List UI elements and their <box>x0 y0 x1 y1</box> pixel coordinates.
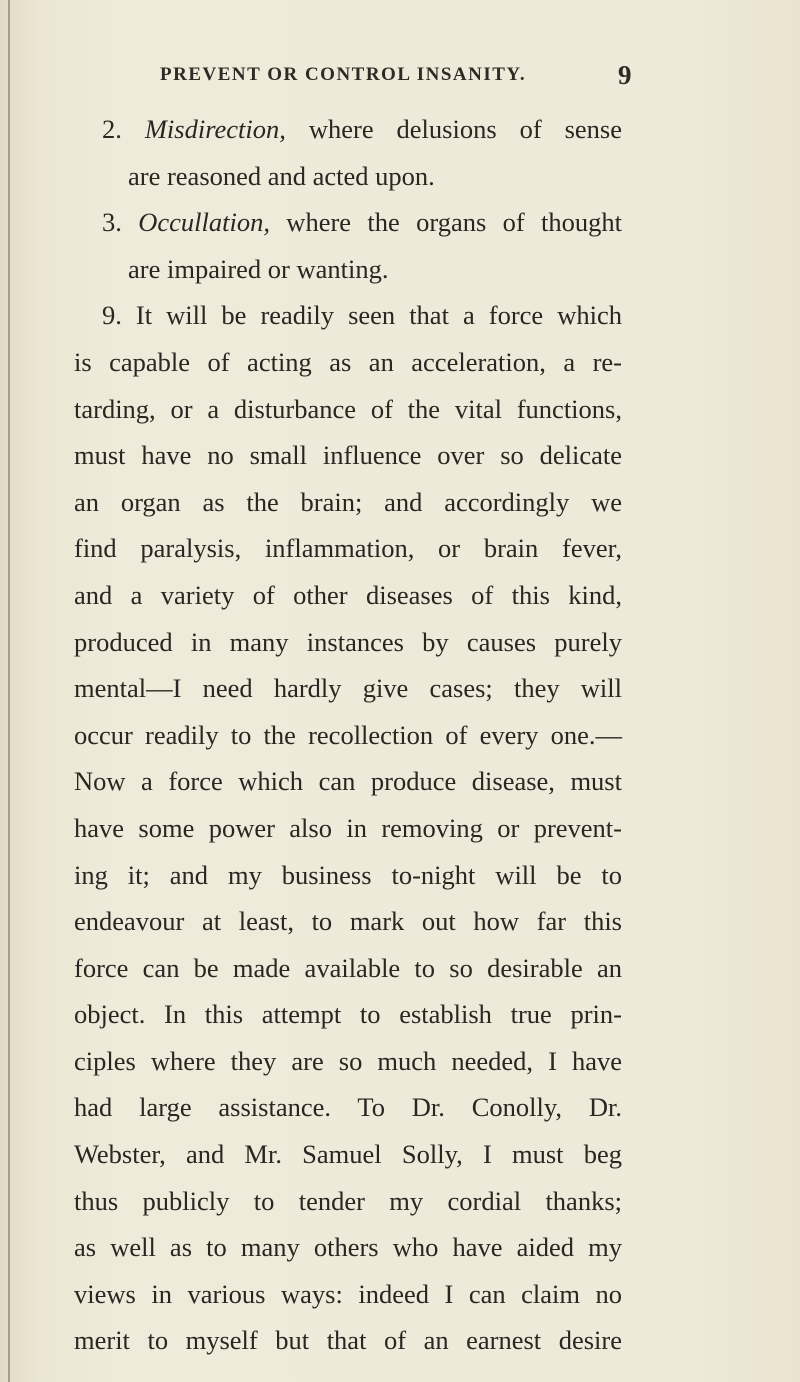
text-line: an organ as the brain; and accordingly we <box>74 486 622 517</box>
text-line: is capable of acting as an acceleration, a re- <box>74 346 622 377</box>
text-line: Now a force which can produce disease, must <box>74 766 622 797</box>
text-line: find paralysis, inflammation, or brain fever, <box>74 533 622 564</box>
item-term: Misdirection, <box>144 114 286 144</box>
text-line: must have no small influence over so delicate <box>74 440 622 471</box>
page-number: 9 <box>618 60 632 90</box>
body-text <box>74 106 622 1364</box>
item-text: where delusions of sense <box>285 114 623 144</box>
running-head: PREVENT OR CONTROL INSANITY. <box>160 64 527 85</box>
text-line: Webster, and Mr. Samuel Solly, I must beg <box>74 1139 622 1170</box>
text-line: are reasoned and acted upon. <box>128 160 435 191</box>
page-edge-shadow <box>8 0 10 1382</box>
text-line: object. In this attempt to establish true prin- <box>74 999 622 1030</box>
list-item-3 <box>74 199 622 246</box>
text-line: produced in many instances by causes purely <box>74 626 622 657</box>
text-line: have some power also in removing or prevent- <box>74 812 622 843</box>
text-line: merit to myself but that of an earnest desire <box>74 1325 622 1356</box>
item-number: 2. <box>102 114 122 144</box>
text-line: occur readily to the recollection of every one.— <box>74 719 622 750</box>
text-line: as well as to many others who have aided my <box>74 1232 622 1263</box>
text-line: had large assistance. To Dr. Conolly, Dr. <box>74 1092 622 1123</box>
text-line: force can be made available to so desirable an <box>74 952 622 983</box>
text-line: mental—I need hardly give cases; they will <box>74 673 622 704</box>
item-number: 3. <box>102 207 122 238</box>
text-line: are impaired or wanting. <box>128 253 389 284</box>
text-line: and a variety of other diseases of this kind, <box>74 579 622 610</box>
text-line: thus publicly to tender my cordial thanks; <box>74 1185 622 1216</box>
item-text: where the organs of thought <box>269 207 622 238</box>
list-item-2 <box>74 106 622 153</box>
item-term: Occullation, <box>138 207 270 238</box>
text-line: endeavour at least, to mark out how far this <box>74 906 622 937</box>
text-line: ciples where they are so much needed, I have <box>74 1045 622 1076</box>
text-line: views in various ways: indeed I can claim no <box>74 1278 622 1309</box>
paragraph-start: 9. It will be readily seen that a force which <box>102 300 622 331</box>
text-line: ing it; and my business to-night will be to <box>74 859 622 890</box>
text-line: tarding, or a disturbance of the vital functions, <box>74 393 622 424</box>
